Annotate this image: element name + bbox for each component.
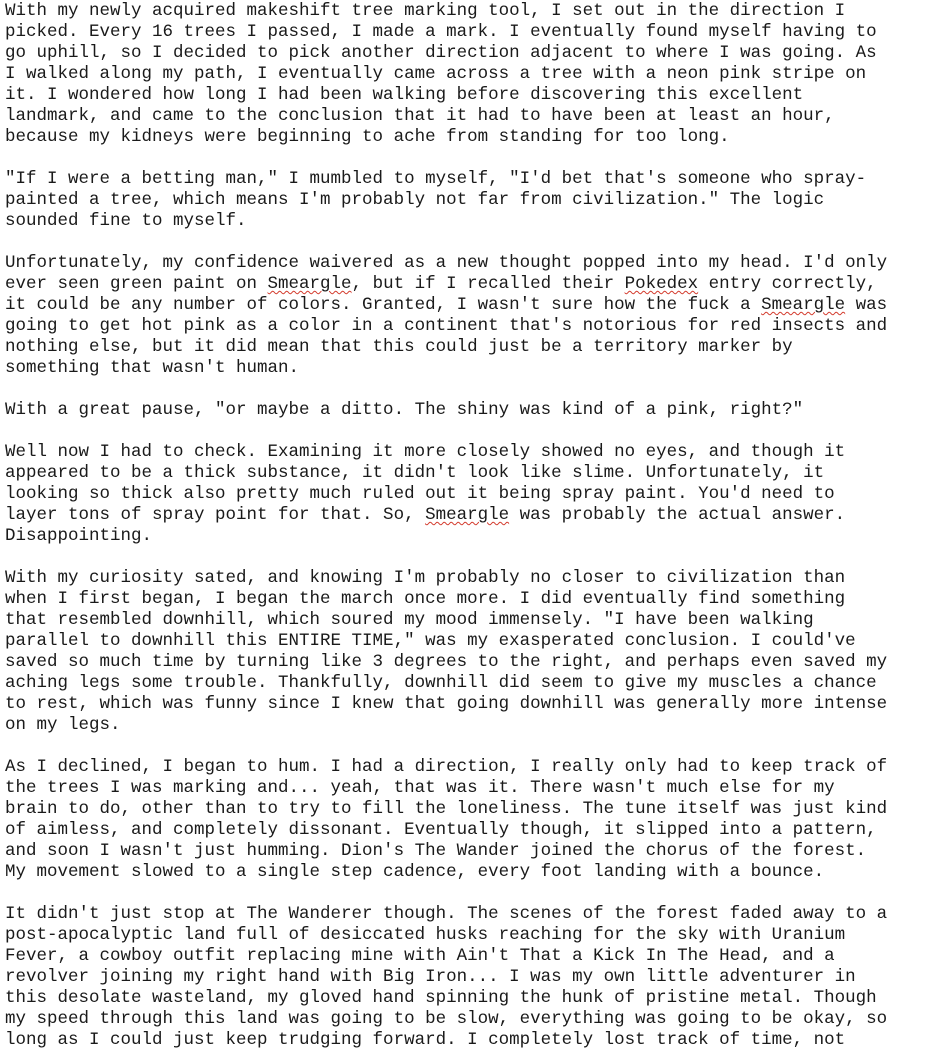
text-line: post-apocalyptic land full of desiccated husks reaching for the sky with Uranium <box>5 925 846 945</box>
text-line: saved so much time by turning like 3 degrees to the right, and perhaps even saved my <box>5 652 888 672</box>
text-line: picked. Every 16 trees I passed, I made a mark. I eventually found myself having to <box>5 22 877 42</box>
text-line: With my newly acquired makeshift tree marking tool, I set out in the direction I <box>5 1 846 21</box>
text-line: nothing else, but it did mean that this could just be a territory marker by <box>5 337 793 357</box>
misspelled-word[interactable]: Smeargle <box>425 505 510 525</box>
paragraph-break <box>5 883 935 904</box>
text-line: the trees I was marking and... yeah, that was it. There wasn't much else for my <box>5 778 835 798</box>
text-line: something that wasn't human. <box>5 358 300 378</box>
text-line: aching legs some trouble. Thankfully, downhill did seem to give my muscles a chance <box>5 673 877 693</box>
text-line: With my curiosity sated, and knowing I'm probably no closer to civilization than <box>5 568 846 588</box>
text-line: appeared to be a thick substance, it didn't look like slime. Unfortunately, it <box>5 463 825 483</box>
paragraph-break <box>5 232 935 253</box>
paragraph-break <box>5 421 935 442</box>
text-line: Fever, a cowboy outfit replacing mine with Ain't That a Kick In The Head, and a <box>5 946 835 966</box>
text-line: on my legs. <box>5 715 121 735</box>
misspelled-word[interactable]: Pokedex <box>624 274 699 294</box>
misspelled-word[interactable]: Smeargle <box>267 274 352 294</box>
text-line: My movement slowed to a single step cadence, every foot landing with a bounce. <box>5 862 825 882</box>
document-body[interactable] <box>5 1 935 1051</box>
paragraph-break <box>5 736 935 757</box>
text-line: to rest, which was funny since I knew that going downhill was generally more intense <box>5 694 888 714</box>
text-line: this desolate wasteland, my gloved hand spinning the hunk of pristine metal. Though <box>5 988 877 1008</box>
text-line: go uphill, so I decided to pick another direction adjacent to where I was going. As <box>5 43 877 63</box>
text-line: revolver joining my right hand with Big Iron... I was my own little adventurer in <box>5 967 856 987</box>
text-line: Unfortunately, my confidence waivered as a new thought popped into my head. I'd only <box>5 253 888 273</box>
text-line: it. I wondered how long I had been walking before discovering this excellent <box>5 85 804 105</box>
text-line: long as I could just keep trudging forward. I completely lost track of time, not <box>5 1030 846 1050</box>
paragraph-break <box>5 148 935 169</box>
paragraph-break <box>5 547 935 568</box>
text-line: With a great pause, "or maybe a ditto. The shiny was kind of a pink, right?" <box>5 400 804 420</box>
text-line: It didn't just stop at The Wanderer though. The scenes of the forest faded away to a <box>5 904 888 924</box>
text-line: when I first began, I began the march once more. I did eventually find something <box>5 589 846 609</box>
text-line: looking so thick also pretty much ruled out it being spray paint. You'd need to <box>5 484 835 504</box>
text-line: Disappointing. <box>5 526 153 546</box>
text-line: ever seen green paint on Smeargle, but if I recalled their Pokedex entry correctly, <box>5 274 877 294</box>
text-line: landmark, and came to the conclusion that it had to have been at least an hour, <box>5 106 835 126</box>
misspelled-word[interactable]: Smeargle <box>761 295 846 315</box>
text-line: of aimless, and completely dissonant. Eventually though, it slipped into a pattern, <box>5 820 877 840</box>
text-line: layer tons of spray point for that. So, Smeargle was probably the actual answer. <box>5 505 846 525</box>
text-line: sounded fine to myself. <box>5 211 247 231</box>
paragraph-break <box>5 379 935 400</box>
text-line: painted a tree, which means I'm probably not far from civilization." The logic <box>5 190 825 210</box>
text-line: my speed through this land was going to be slow, everything was going to be okay, so <box>5 1009 888 1029</box>
text-line: parallel to downhill this ENTIRE TIME," was my exasperated conclusion. I could've <box>5 631 856 651</box>
text-line: As I declined, I began to hum. I had a direction, I really only had to keep track of <box>5 757 888 777</box>
text-line: because my kidneys were beginning to ache from standing for too long. <box>5 127 730 147</box>
text-line: brain to do, other than to try to fill the loneliness. The tune itself was just kind <box>5 799 888 819</box>
text-line: and soon I wasn't just humming. Dion's The Wander joined the chorus of the forest. <box>5 841 867 861</box>
text-line: I walked along my path, I eventually came across a tree with a neon pink stripe on <box>5 64 867 84</box>
text-line: that resembled downhill, which soured my mood immensely. "I have been walking <box>5 610 814 630</box>
text-line: it could be any number of colors. Granted, I wasn't sure how the fuck a Smeargle was <box>5 295 888 315</box>
text-line: going to get hot pink as a color in a continent that's notorious for red insects and <box>5 316 888 336</box>
text-line: Well now I had to check. Examining it more closely showed no eyes, and though it <box>5 442 846 462</box>
text-line: "If I were a betting man," I mumbled to myself, "I'd bet that's someone who spray- <box>5 169 867 189</box>
